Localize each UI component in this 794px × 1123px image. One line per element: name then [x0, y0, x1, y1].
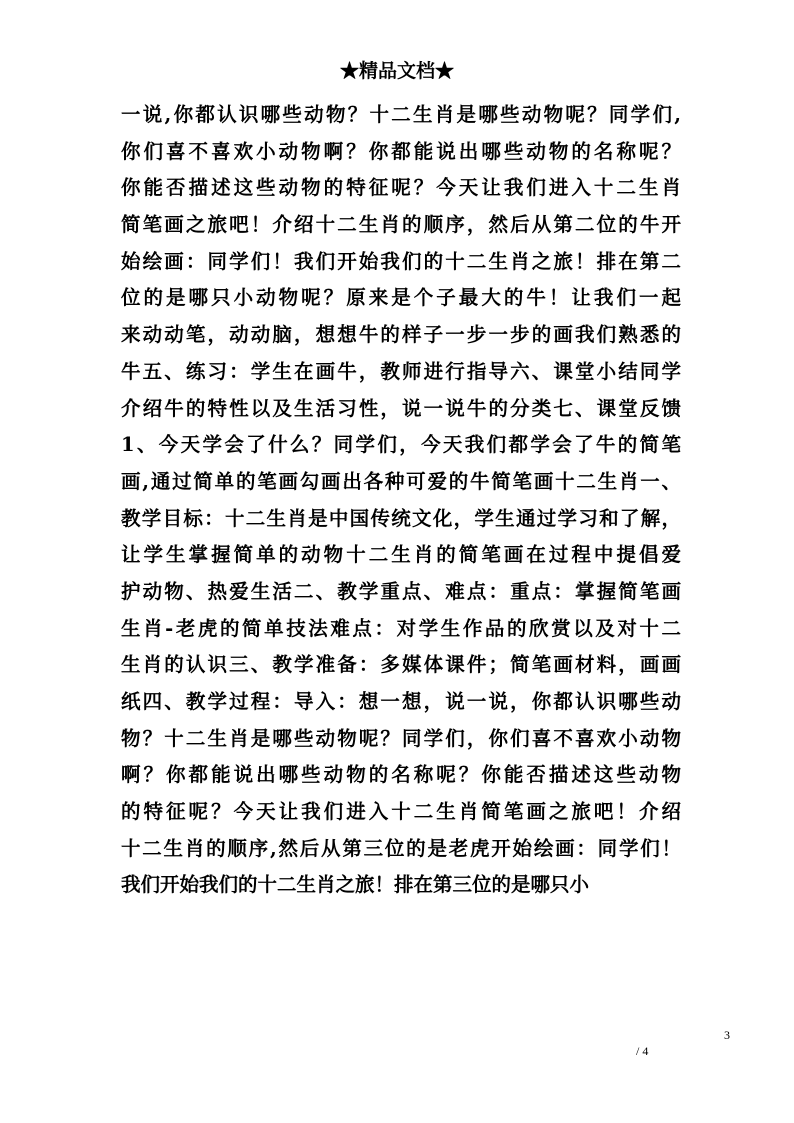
- text-line: 教学目标：十二生肖是中国传统文化，学生通过学习和了解，: [121, 506, 681, 530]
- text-line: 让学生掌握简单的动物十二生肖的简笔画在过程中提倡爱: [121, 543, 681, 567]
- text-line: 生肖的认识三、教学准备：多媒体课件；简笔画材料，画画: [121, 653, 681, 677]
- text-line: 啊？你都能说出哪些动物的名称呢？你能否描述这些动物: [121, 763, 681, 787]
- text-line: 你能否描述这些动物的特征呢？今天让我们进入十二生肖: [121, 176, 681, 200]
- text-line: 介绍牛的特性以及生活习性，说一说牛的分类七、课堂反馈: [121, 396, 681, 420]
- text-line: 你们喜不喜欢小动物啊？你都能说出哪些动物的名称呢？: [121, 139, 681, 163]
- text-line: 始绘画：同学们！我们开始我们的十二生肖之旅！排在第二: [121, 249, 681, 273]
- text-line: 纸四、教学过程：导入：想一想，说一说，你都认识哪些动: [121, 690, 681, 713]
- document-body: [121, 97, 681, 904]
- page-header-title: ★精品文档★: [339, 60, 454, 82]
- text-line: 物？十二生肖是哪些动物呢？同学们，你们喜不喜欢小动物: [121, 726, 681, 750]
- text-line: 一说,你都认识哪些动物？十二生肖是哪些动物呢？同学们,: [121, 103, 681, 126]
- text-line: 我们开始我们的十二生肖之旅！排在第三位的是哪只小: [121, 873, 590, 897]
- text-line: 生肖-老虎的简单技法难点：对学生作品的欣赏以及对十二: [121, 616, 681, 640]
- text-line: 护动物、热爱生活二、教学重点、难点：重点：掌握简笔画: [121, 579, 681, 603]
- text-line: 牛五、练习：学生在画牛，教师进行指导六、课堂小结同学: [121, 359, 681, 383]
- text-line: 简笔画之旅吧！介绍十二生肖的顺序，然后从第二位的牛开: [121, 213, 681, 237]
- page-number: 3: [724, 1028, 730, 1042]
- text-line: 1、今天学会了什么？同学们，今天我们都学会了牛的简笔: [121, 433, 681, 457]
- text-line: 来动动笔，动动脑，想想牛的样子一步一步的画我们熟悉的: [121, 323, 681, 347]
- text-line: 画,通过简单的笔画勾画出各种可爱的牛简笔画十二生肖一、: [121, 469, 681, 493]
- text-line: 位的是哪只小动物呢？原来是个子最大的牛！让我们一起: [121, 286, 681, 310]
- text-line: 的特征呢？今天让我们进入十二生肖简笔画之旅吧！介绍: [121, 800, 681, 824]
- page-total: / 4: [636, 1044, 649, 1058]
- text-line: 十二生肖的顺序,然后从第三位的是老虎开始绘画：同学们！: [121, 836, 681, 860]
